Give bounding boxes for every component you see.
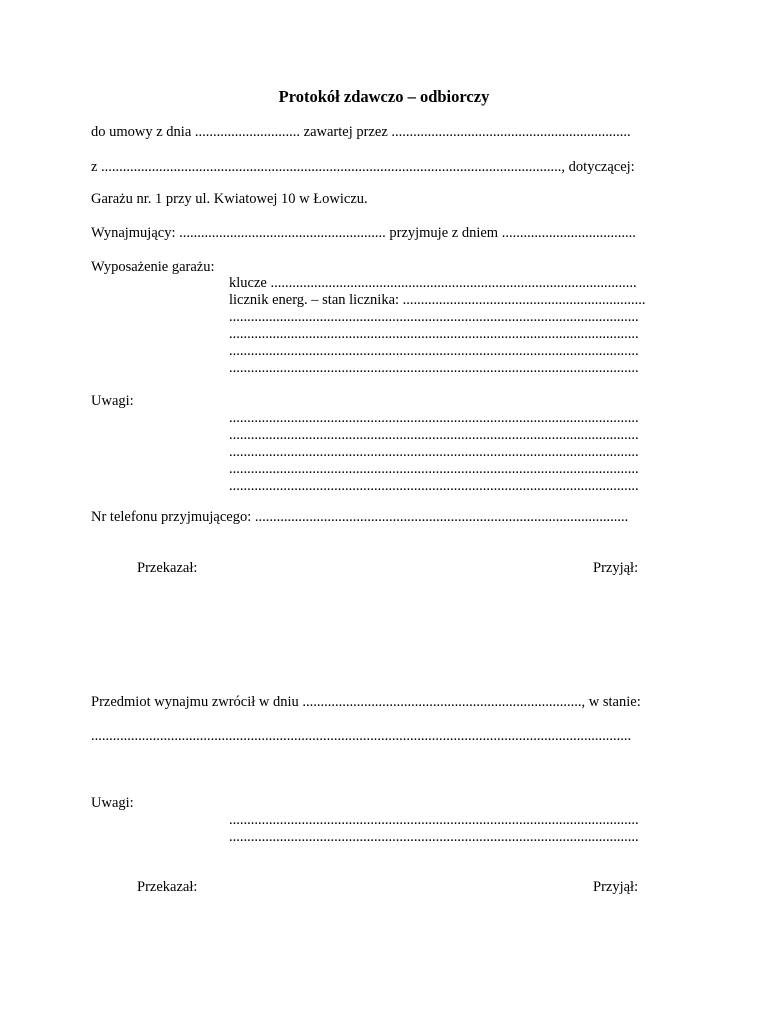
remarks-label: Uwagi: xyxy=(91,795,134,811)
contract-date-line: do umowy z dnia ............................. zawartej przez .................................................................. xyxy=(91,124,631,140)
remarks-blank-line: ................................................................................................................. xyxy=(229,812,639,828)
phone-line: Nr telefonu przyjmującego: ....................................................................................................... xyxy=(91,509,629,525)
handed-over-label: Przekazał: xyxy=(137,560,198,576)
meter-line: licznik energ. – stan licznika: ................................................................... xyxy=(229,292,646,308)
received-label: Przyjął: xyxy=(593,560,639,576)
return-condition-line: ..................................................................................................................................................... xyxy=(91,728,632,744)
party-line: z ..............................................................................................................................., dotyczącej: xyxy=(91,159,635,175)
remarks-blank-line: ................................................................................................................. xyxy=(229,829,639,845)
equipment-blank-line: ................................................................................................................. xyxy=(229,360,639,376)
remarks-blank-line: ................................................................................................................. xyxy=(229,427,639,443)
remarks-blank-line: ................................................................................................................. xyxy=(229,444,639,460)
remarks-label: Uwagi: xyxy=(91,393,134,409)
received-label: Przyjął: xyxy=(593,879,639,895)
handed-over-label: Przekazał: xyxy=(137,879,198,895)
tenant-line: Wynajmujący: ......................................................... przyjmuje z dniem ..................................... xyxy=(91,225,636,241)
garage-address-line: Garażu nr. 1 przy ul. Kwiatowej 10 w Łowiczu. xyxy=(91,191,368,207)
return-date-line: Przedmiot wynajmu zwrócił w dniu ............................................................................., w stanie: xyxy=(91,694,641,710)
remarks-blank-line: ................................................................................................................. xyxy=(229,410,639,426)
document-title: Protokół zdawczo – odbiorczy xyxy=(278,87,490,106)
equipment-label: Wyposażenie garażu: xyxy=(91,259,215,275)
equipment-blank-line: ................................................................................................................. xyxy=(229,343,639,359)
remarks-blank-line: ................................................................................................................. xyxy=(229,461,639,477)
keys-line: klucze ..................................................................................................... xyxy=(229,275,637,291)
remarks-blank-line: ................................................................................................................. xyxy=(229,478,639,494)
equipment-blank-line: ................................................................................................................. xyxy=(229,326,639,342)
equipment-blank-line: ................................................................................................................. xyxy=(229,309,639,325)
